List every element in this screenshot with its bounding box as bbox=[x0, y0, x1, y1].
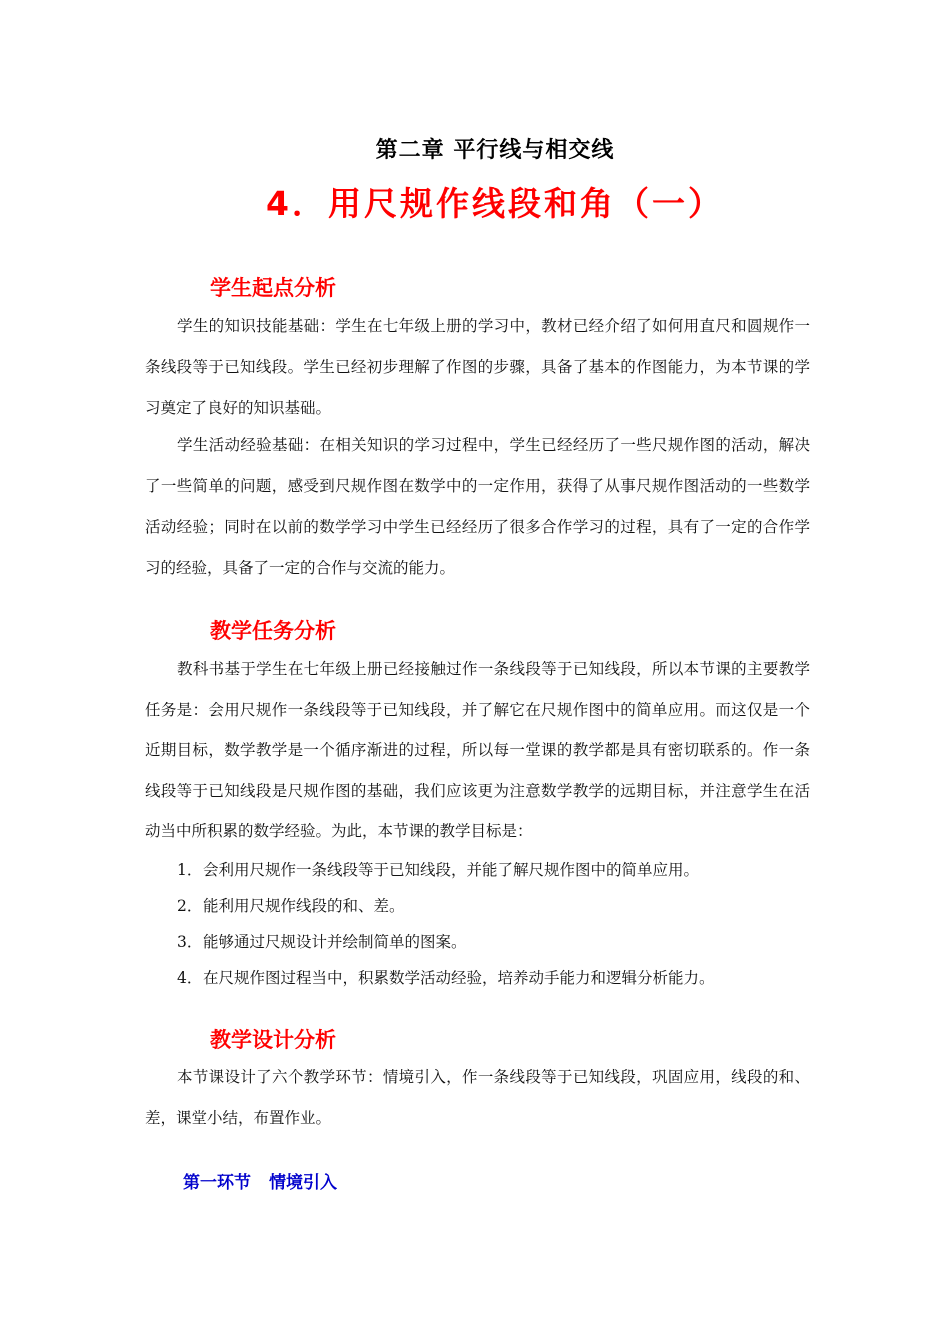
stage-heading bbox=[183, 1168, 337, 1193]
objective-text: 在尺规作图过程当中，积累数学活动经验，培养动手能力和逻辑分析能力。 bbox=[203, 969, 715, 987]
list-item bbox=[177, 960, 817, 996]
list-item bbox=[177, 924, 817, 960]
chapter-title: 第二章 平行线与相交线 bbox=[375, 138, 615, 163]
lesson-title: 4．用尺规作线段和角（一） bbox=[266, 184, 724, 223]
objective-number: 4． bbox=[177, 969, 203, 987]
objective-number: 3． bbox=[177, 933, 203, 951]
stage-label: 第一环节 bbox=[183, 1173, 251, 1193]
paragraph-task-analysis: 教科书基于学生在七年级上册已经接触过作一条线段等于已知线段，所以本节课的主要教学任务是：会用尺规作一条线段等于已知线段，并了解它在尺规作图中的简单应用。而这仅是一个近期目标，数学教学是一个循序渐进的过程，所以每一堂课的教学都是具有密切联系的。作一条线段等于已知线段是尺规作图的基础，我们应该更为注意数学教学的远期目标，并注意学生在活动当中所积累的数学经验。为此，本节课的教学目标是： bbox=[145, 660, 810, 840]
objective-text: 能够通过尺规设计并绘制简单的图案。 bbox=[203, 933, 467, 951]
paragraph-design-analysis: 本节课设计了六个教学环节：情境引入，作一条线段等于已知线段，巩固应用，线段的和、差，课堂小结，布置作业。 bbox=[145, 1068, 810, 1127]
objective-text: 能利用尺规作线段的和、差。 bbox=[203, 897, 405, 915]
objective-number: 1． bbox=[177, 861, 203, 879]
list-item bbox=[177, 852, 817, 888]
section-heading-task-analysis: 教学任务分析 bbox=[210, 619, 336, 643]
list-item bbox=[177, 888, 817, 924]
objectives-list bbox=[177, 852, 817, 996]
objective-number: 2． bbox=[177, 897, 203, 915]
paragraph-knowledge-basis: 学生的知识技能基础：学生在七年级上册的学习中，教材已经介绍了如何用直尺和圆规作一条线段等于已知线段。学生已经初步理解了作图的步骤，具备了基本的作图能力，为本节课的学习奠定了良好的知识基础。 bbox=[145, 317, 810, 417]
section-heading-design-analysis: 教学设计分析 bbox=[210, 1028, 336, 1052]
section-heading-student-analysis: 学生起点分析 bbox=[210, 276, 336, 300]
stage-title: 情境引入 bbox=[269, 1173, 337, 1193]
paragraph-activity-basis: 学生活动经验基础：在相关知识的学习过程中，学生已经经历了一些尺规作图的活动，解决了一些简单的问题，感受到尺规作图在数学中的一定作用，获得了从事尺规作图活动的一些数学活动经验；同时在以前的数学学习中学生已经经历了很多合作学习的过程，具有了一定的合作学习的经验，具备了一定的合作与交流的能力。 bbox=[145, 436, 810, 577]
objective-text: 会利用尺规作一条线段等于已知线段，并能了解尺规作图中的简单应用。 bbox=[203, 861, 700, 879]
